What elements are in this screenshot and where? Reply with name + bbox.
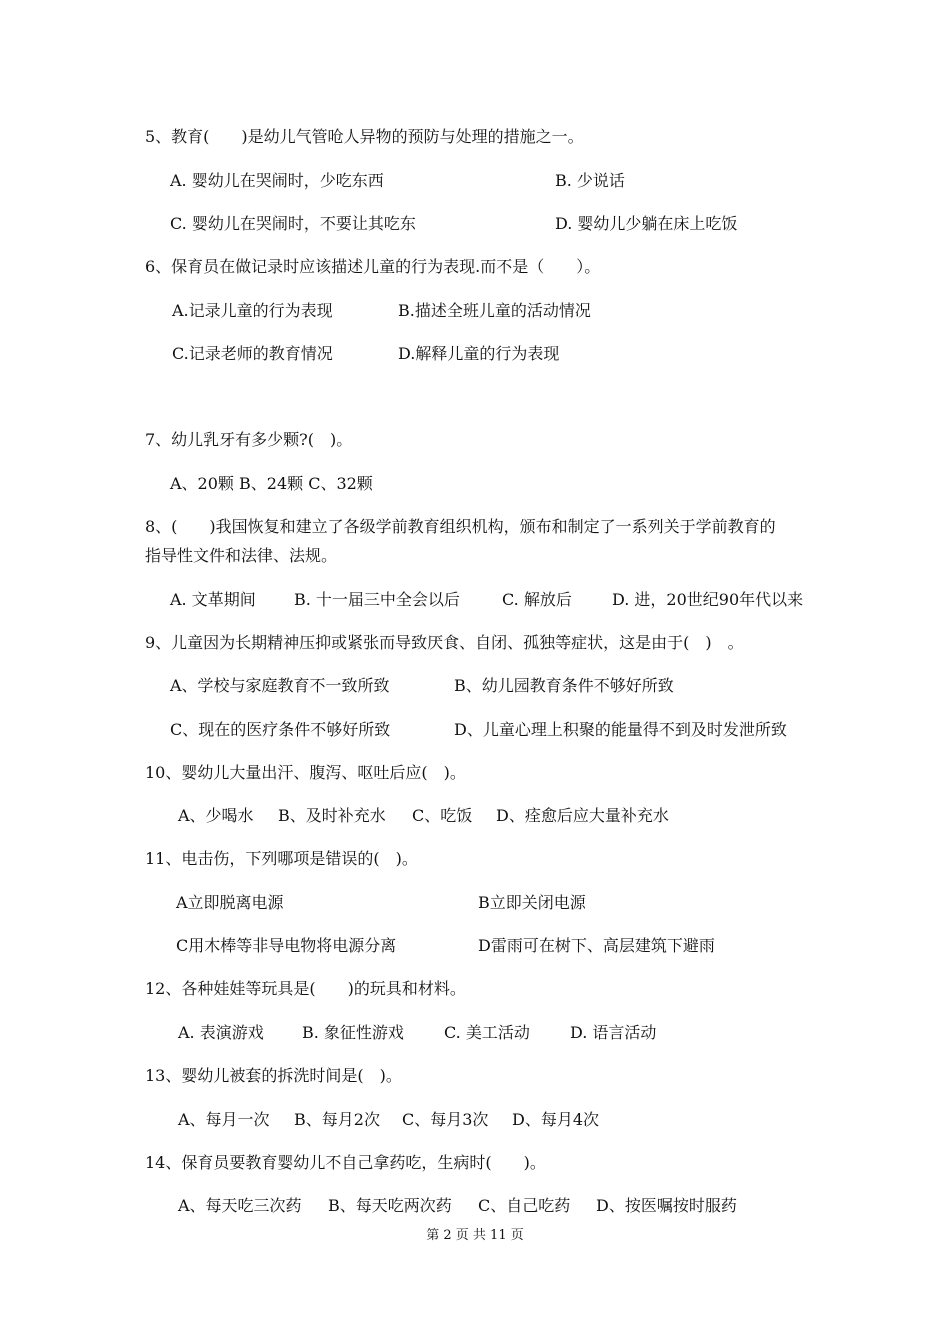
question-11-stem: 11、电击伤，下列哪项是错误的( )。 bbox=[145, 849, 418, 868]
question-12-option-d: D. 语言活动 bbox=[570, 1023, 657, 1042]
question-8-option-b: B. 十一届三中全会以后 bbox=[294, 590, 460, 609]
question-13-option-b: B、每月2次 bbox=[294, 1110, 380, 1129]
question-13-option-c: C、每月3次 bbox=[402, 1110, 489, 1129]
question-11-option-b: B立即关闭电源 bbox=[478, 893, 586, 912]
question-5-option-a: A. 婴幼儿在哭闹时，少吃东西 bbox=[170, 171, 384, 190]
question-6-option-d: D.解释儿童的行为表现 bbox=[398, 344, 560, 363]
question-7-options: A、20颗 B、24颗 C、32颗 bbox=[170, 474, 373, 493]
question-11-option-c: C用木棒等非导电物将电源分离 bbox=[176, 936, 397, 955]
question-9-option-b: B、幼儿园教育条件不够好所致 bbox=[454, 676, 674, 695]
question-14-option-b: B、每天吃两次药 bbox=[328, 1196, 452, 1215]
question-5-option-d: D. 婴幼儿少躺在床上吃饭 bbox=[555, 214, 738, 233]
question-6-option-b: B.描述全班儿童的活动情况 bbox=[398, 301, 591, 320]
question-5-stem: 5、教育( )是幼儿气管呛人异物的预防与处理的措施之一。 bbox=[145, 127, 584, 146]
question-13-stem: 13、婴幼儿被套的拆洗时间是( )。 bbox=[145, 1066, 402, 1085]
question-11-option-d: D雷雨可在树下、高层建筑下避雨 bbox=[478, 936, 715, 955]
question-14-stem: 14、保育员要教育婴幼儿不自己拿药吃，生病时( )。 bbox=[145, 1153, 546, 1172]
question-12-option-c: C. 美工活动 bbox=[444, 1023, 530, 1042]
question-13-option-d: D、每月4次 bbox=[512, 1110, 600, 1129]
question-6-option-c: C.记录老师的教育情况 bbox=[172, 344, 333, 363]
question-5-option-c: C. 婴幼儿在哭闹时，不要让其吃东 bbox=[170, 214, 416, 233]
question-9-option-a: A、学校与家庭教育不一致所致 bbox=[170, 676, 390, 695]
question-10-stem: 10、婴幼儿大量出汗、腹泻、呕吐后应( )。 bbox=[145, 763, 466, 782]
question-12-option-b: B. 象征性游戏 bbox=[302, 1023, 404, 1042]
question-7-stem: 7、幼儿乳牙有多少颗?( )。 bbox=[145, 430, 353, 449]
question-14-option-d: D、按医嘱按时服药 bbox=[596, 1196, 737, 1215]
question-9-stem: 9、儿童因为长期精神压抑或紧张而导致厌食、自闭、孤独等症状，这是由于( ) 。 bbox=[145, 633, 744, 652]
question-6-option-a: A.记录儿童的行为表现 bbox=[172, 301, 333, 320]
question-9-option-d: D、儿童心理上积聚的能量得不到及时发泄所致 bbox=[454, 720, 787, 739]
question-13-option-a: A、每月一次 bbox=[178, 1110, 270, 1129]
question-8-stem-continued: 指导性文件和法律、法规。 bbox=[145, 546, 338, 565]
question-8-stem: 8、( )我国恢复和建立了各级学前教育组织机构，颁布和制定了一系列关于学前教育的 bbox=[145, 517, 776, 536]
question-8-option-c: C. 解放后 bbox=[502, 590, 572, 609]
question-5-option-b: B. 少说话 bbox=[555, 171, 625, 190]
question-6-stem: 6、保育员在做记录时应该描述儿童的行为表现.而不是（ ）。 bbox=[145, 257, 601, 276]
question-10-option-a: A、少喝水 bbox=[178, 806, 254, 825]
question-14-option-c: C、自己吃药 bbox=[478, 1196, 571, 1215]
question-8-option-d: D. 进，20世纪90年代以来 bbox=[612, 590, 804, 609]
question-12-option-a: A. 表演游戏 bbox=[178, 1023, 264, 1042]
question-14-option-a: A、每天吃三次药 bbox=[178, 1196, 302, 1215]
page-number-footer: 第 2 页 共 11 页 bbox=[426, 1228, 524, 1243]
question-8-option-a: A. 文革期间 bbox=[170, 590, 256, 609]
question-10-option-d: D、痊愈后应大量补充水 bbox=[496, 806, 669, 825]
question-11-option-a: A立即脱离电源 bbox=[176, 893, 284, 912]
question-12-stem: 12、各种娃娃等玩具是( )的玩具和材料。 bbox=[145, 979, 466, 998]
question-9-option-c: C、现在的医疗条件不够好所致 bbox=[170, 720, 391, 739]
question-10-option-b: B、及时补充水 bbox=[278, 806, 386, 825]
question-10-option-c: C、吃饭 bbox=[412, 806, 473, 825]
